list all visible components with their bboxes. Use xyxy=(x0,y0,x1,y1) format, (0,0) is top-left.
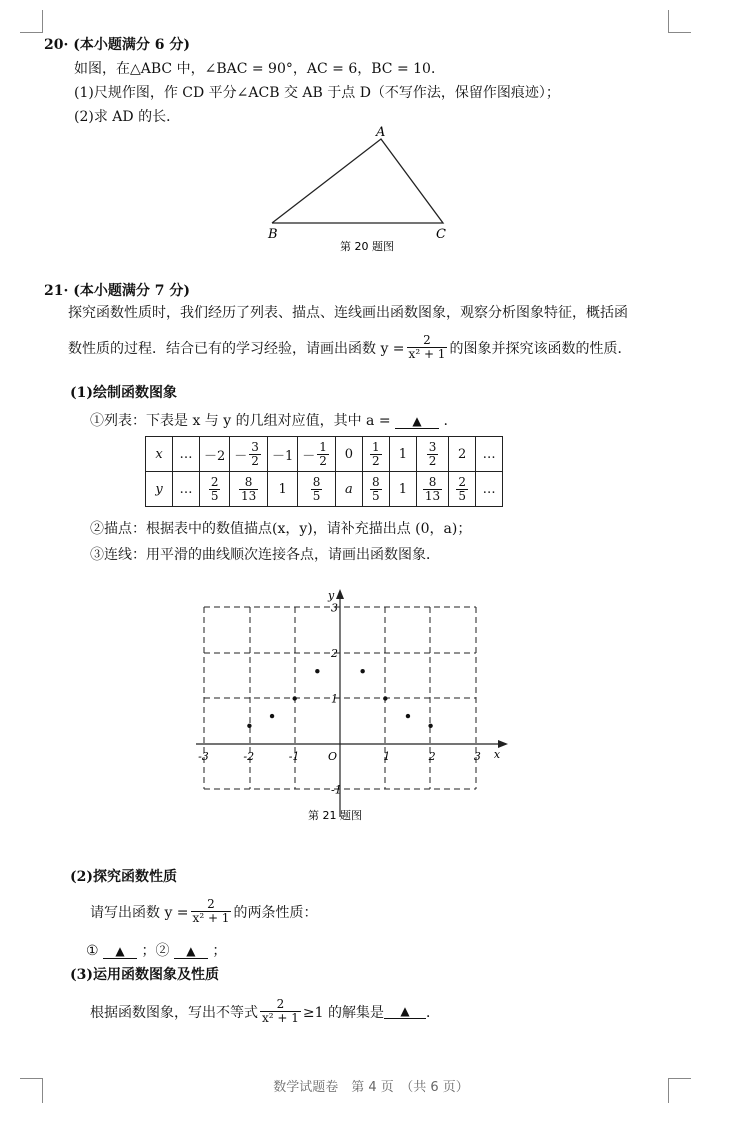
table-cell-x: … xyxy=(476,437,503,472)
coordinate-grid[interactable] xyxy=(190,585,520,825)
q21-intro2-a: 数性质的过程．结合已有的学习经验，请画出函数 y = xyxy=(68,340,405,357)
prop2-label: ；② xyxy=(141,943,170,959)
y-tick-label: 2 xyxy=(331,647,338,660)
q21-part3-text-b: ≥1 的解集是 xyxy=(302,1004,384,1021)
answer-blank-a[interactable]: ▲ xyxy=(395,414,439,429)
q21-part3-text-a: 根据函数图象，写出不等式 xyxy=(90,1004,258,1021)
q21-number: 21 xyxy=(44,283,64,299)
table-cell-x: －2 xyxy=(200,437,230,472)
corner-mark-top-left xyxy=(20,10,43,33)
q21-part3-end: ． xyxy=(426,1004,440,1021)
plotted-point xyxy=(406,714,410,718)
table-cell-y: 1 xyxy=(267,472,297,507)
q21-title: 21· (本小题满分 7 分) xyxy=(44,283,190,299)
label-a: A xyxy=(376,125,386,140)
q21-list-text: ①列表：下表是 x 与 y 的几组对应值，其中 a = xyxy=(90,413,391,429)
func-den-2: x² + 1 xyxy=(192,911,230,925)
q21-part1-title: (1)绘制函数图象 xyxy=(70,385,177,401)
table-cell-y: a xyxy=(335,472,362,507)
table-cell-y: $\frac{8}{5}$ xyxy=(362,472,389,507)
q21-part3-line xyxy=(90,998,440,1025)
answer-blank-solution[interactable]: ▲ xyxy=(384,1004,426,1019)
table-header-x: x xyxy=(146,437,173,472)
table-cell-x: $\frac{3}{2}$ xyxy=(416,437,448,472)
x-tick-label: 1 xyxy=(383,750,391,763)
q20-header: (本小题满分 6 分) xyxy=(73,37,190,53)
table-cell-x: －1 xyxy=(267,437,297,472)
triangle-abc xyxy=(272,139,443,223)
table-cell-y: … xyxy=(476,472,503,507)
function-fraction-2 xyxy=(191,898,232,925)
q20-caption: 第 20 题图 xyxy=(340,240,394,253)
q21-properties-line xyxy=(86,940,226,960)
x-tick-label: 2 xyxy=(428,750,436,763)
table-row-x xyxy=(146,437,503,472)
q21-intro2 xyxy=(68,334,631,361)
table-cell-y: $\frac{8}{13}$ xyxy=(416,472,448,507)
table-row-y xyxy=(146,472,503,507)
q20-line1: 如图，在△ABC 中，∠BAC = 90°，AC = 6，BC = 10． xyxy=(74,61,445,77)
plotted-point xyxy=(293,696,297,700)
corner-mark-top-right xyxy=(668,10,691,33)
table-cell-y: $\frac{2}{5}$ xyxy=(200,472,230,507)
q21-plot-text: ②描点：根据表中的数值描点(x，y)，请补充描出点 (0，a)； xyxy=(90,521,472,537)
y-tick-label: -1 xyxy=(331,783,342,797)
func-num: 2 xyxy=(423,333,431,347)
y-axis-label: y xyxy=(328,589,335,602)
y-tick-label: 1 xyxy=(331,692,338,706)
func-den-3: x² + 1 xyxy=(262,1011,299,1025)
label-c: C xyxy=(436,227,446,242)
table-cell-y: $\frac{8}{5}$ xyxy=(298,472,336,507)
table-cell-y: $\frac{2}{5}$ xyxy=(449,472,476,507)
q20-number: 20 xyxy=(44,37,64,53)
function-fraction xyxy=(407,334,448,361)
plotted-point xyxy=(315,669,319,673)
page-footer: 数学试题卷 第 4 页 （共 6 页） xyxy=(273,1080,469,1095)
q21-part3-title: (3)运用函数图象及性质 xyxy=(70,967,219,983)
table-cell-x: 1 xyxy=(389,437,416,472)
func-den: x² + 1 xyxy=(408,347,446,361)
q21-intro2-b: 的图象并探究该函数的性质． xyxy=(449,340,632,357)
q21-intro1: 探究函数性质时，我们经历了列表、描点、连线画出函数图象，观察分析图象特征，概括函 xyxy=(68,305,628,321)
table-cell-x: 0 xyxy=(335,437,362,472)
x-tick-label: 3 xyxy=(473,750,481,763)
q21-part2-text-b: 的两条性质： xyxy=(233,904,318,921)
q21-part2-text-a: 请写出函数 y = xyxy=(90,904,189,921)
table-cell-x: … xyxy=(173,437,200,472)
q20-title: 20· (本小题满分 6 分) xyxy=(44,37,190,53)
x-tick-label: O xyxy=(328,750,338,763)
q21-connect-text: ③连线：用平滑的曲线顺次连接各点，请画出函数图象． xyxy=(90,547,440,563)
y-tick-label: 3 xyxy=(331,601,338,615)
prop1-label: ① xyxy=(86,943,99,959)
x-tick-label: -3 xyxy=(198,750,209,763)
table-cell-x: － $\frac{3}{2}$ xyxy=(230,437,268,472)
plotted-point xyxy=(270,714,274,718)
table-cell-x: 2 xyxy=(449,437,476,472)
function-fraction-3 xyxy=(260,998,301,1025)
q21-part2-line xyxy=(90,898,317,925)
table-cell-y: $\frac{8}{13}$ xyxy=(230,472,268,507)
plotted-point xyxy=(428,724,432,728)
table-cell-y: 1 xyxy=(389,472,416,507)
table-cell-x: $\frac{1}{2}$ xyxy=(362,437,389,472)
x-axis-arrow-icon xyxy=(498,740,508,748)
table-header-y: y xyxy=(146,472,173,507)
plotted-point xyxy=(247,724,251,728)
plotted-point xyxy=(383,696,387,700)
q21-part2-title: (2)探究函数性质 xyxy=(70,869,177,885)
q21-list-line: ①列表：下表是 x 与 y 的几组对应值，其中 a = ▲ . xyxy=(90,413,448,429)
x-axis-label: x xyxy=(493,748,501,761)
answer-blank-prop2[interactable]: ▲ xyxy=(174,944,208,959)
answer-blank-prop1[interactable]: ▲ xyxy=(103,944,137,959)
q21-caption: 第 21 题图 xyxy=(308,809,362,822)
q20-triangle-figure xyxy=(260,122,460,262)
prop-end: ； xyxy=(212,943,227,959)
label-b: B xyxy=(268,227,278,242)
q20-line2: (1)尺规作图，作 CD 平分∠ACB 交 AB 于点 D（不写作法，保留作图痕迹）； xyxy=(74,85,560,101)
x-tick-label: -1 xyxy=(288,750,300,763)
value-table xyxy=(145,436,503,507)
plotted-point xyxy=(360,669,364,673)
q21-header: (本小题满分 7 分) xyxy=(73,283,190,299)
func-num-2: 2 xyxy=(207,897,215,911)
table-cell-x: － $\frac{1}{2}$ xyxy=(298,437,336,472)
func-num-3: 2 xyxy=(276,997,285,1011)
y-axis-arrow-icon xyxy=(336,589,344,599)
q20-line3: (2)求 AD 的长． xyxy=(74,109,181,125)
x-tick-label: -2 xyxy=(243,750,255,763)
table-cell-y: … xyxy=(173,472,200,507)
